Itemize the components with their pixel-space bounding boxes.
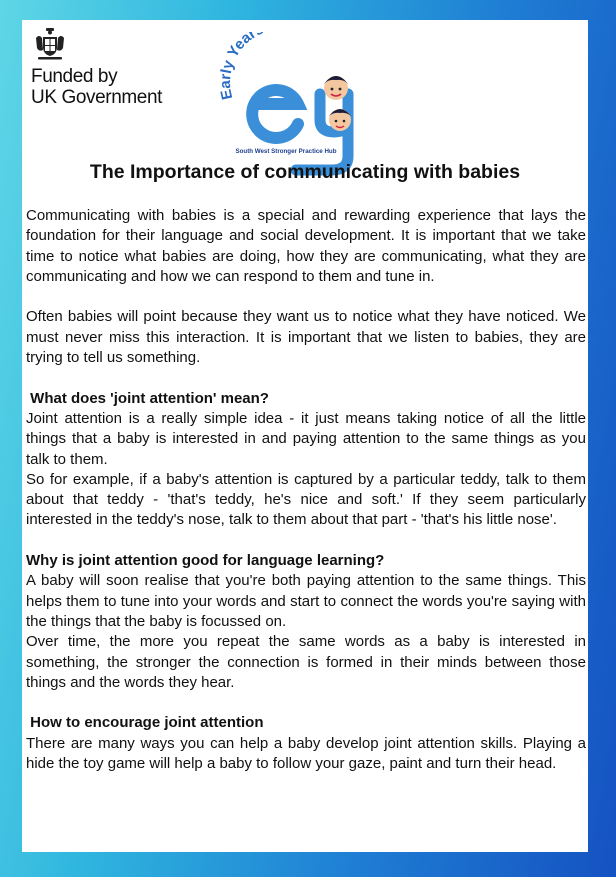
- logo-arc-textpath: y Year: [220, 32, 260, 72]
- section-heading-joint-attention: [26, 389, 586, 409]
- funded-by-label: [31, 66, 201, 108]
- section-heading-text: How to encourage joint attention: [30, 714, 264, 732]
- early-years-logo-graphic: [220, 32, 370, 180]
- section-1-paragraph-1: Joint attention is a really simple idea - it just means taking notice of all the little things that a baby is interested in and paying attention to the same things as you talk to them.: [26, 409, 586, 468]
- section-1-paragraph-2: So for example, if a baby's attention is captured by a particular teddy, talk to them about that teddy - 'that's teddy, he's nice and soft.' If they seem particularly interested in the teddy's nose, talk to them about that part - 'that's his little nose'.: [26, 470, 586, 529]
- document-page: [22, 20, 588, 852]
- section-heading-language-learning: Why is joint attention good for language learning?: [26, 552, 385, 570]
- logo-subtitle: South West Stronger Practice Hub: [235, 148, 337, 155]
- section-2-paragraph-2: Over time, the more you repeat the same words as a baby is interested in something, the stronger the connection is formed in their minds between those things and the words they hear.: [26, 633, 586, 691]
- section-heading-text: What does 'joint attention' mean?: [30, 389, 269, 407]
- section-3-paragraph-1: There are many ways you can help a baby develop joint attention skills. Playing a hide the toy game will help a baby to follow your gaze, paint and turn their head.: [26, 734, 586, 773]
- article-body: [26, 206, 586, 774]
- funded-line-2: UK Government: [31, 87, 163, 108]
- funded-line-1: Funded by: [31, 66, 118, 87]
- section-heading-encourage: [26, 713, 586, 733]
- royal-coat-of-arms-icon: [32, 26, 68, 62]
- logo-letter-e: [252, 90, 298, 138]
- section-2-paragraph-1: A baby will soon realise that you're both paying attention to the same things. This helps them to tune into your words and start to connect the words you're saying with the things that the baby is focussed on.: [26, 572, 586, 630]
- early-years-logo: [220, 32, 370, 180]
- intro-paragraph-2: Often babies will point because they want us to notice what they have noticed. We must never miss this interaction. It is important that we listen to babies, they are trying to tell us something.: [26, 308, 586, 367]
- intro-paragraph-1: Communicating with babies is a special and rewarding experience that lays the foundation for their language and social development. It is important that we take time to notice what babies are doing, how they are communicating, what they are communicating and how we can respond to them and tune in.: [26, 207, 586, 285]
- page-title: The Importance of communicating with babies: [89, 161, 521, 183]
